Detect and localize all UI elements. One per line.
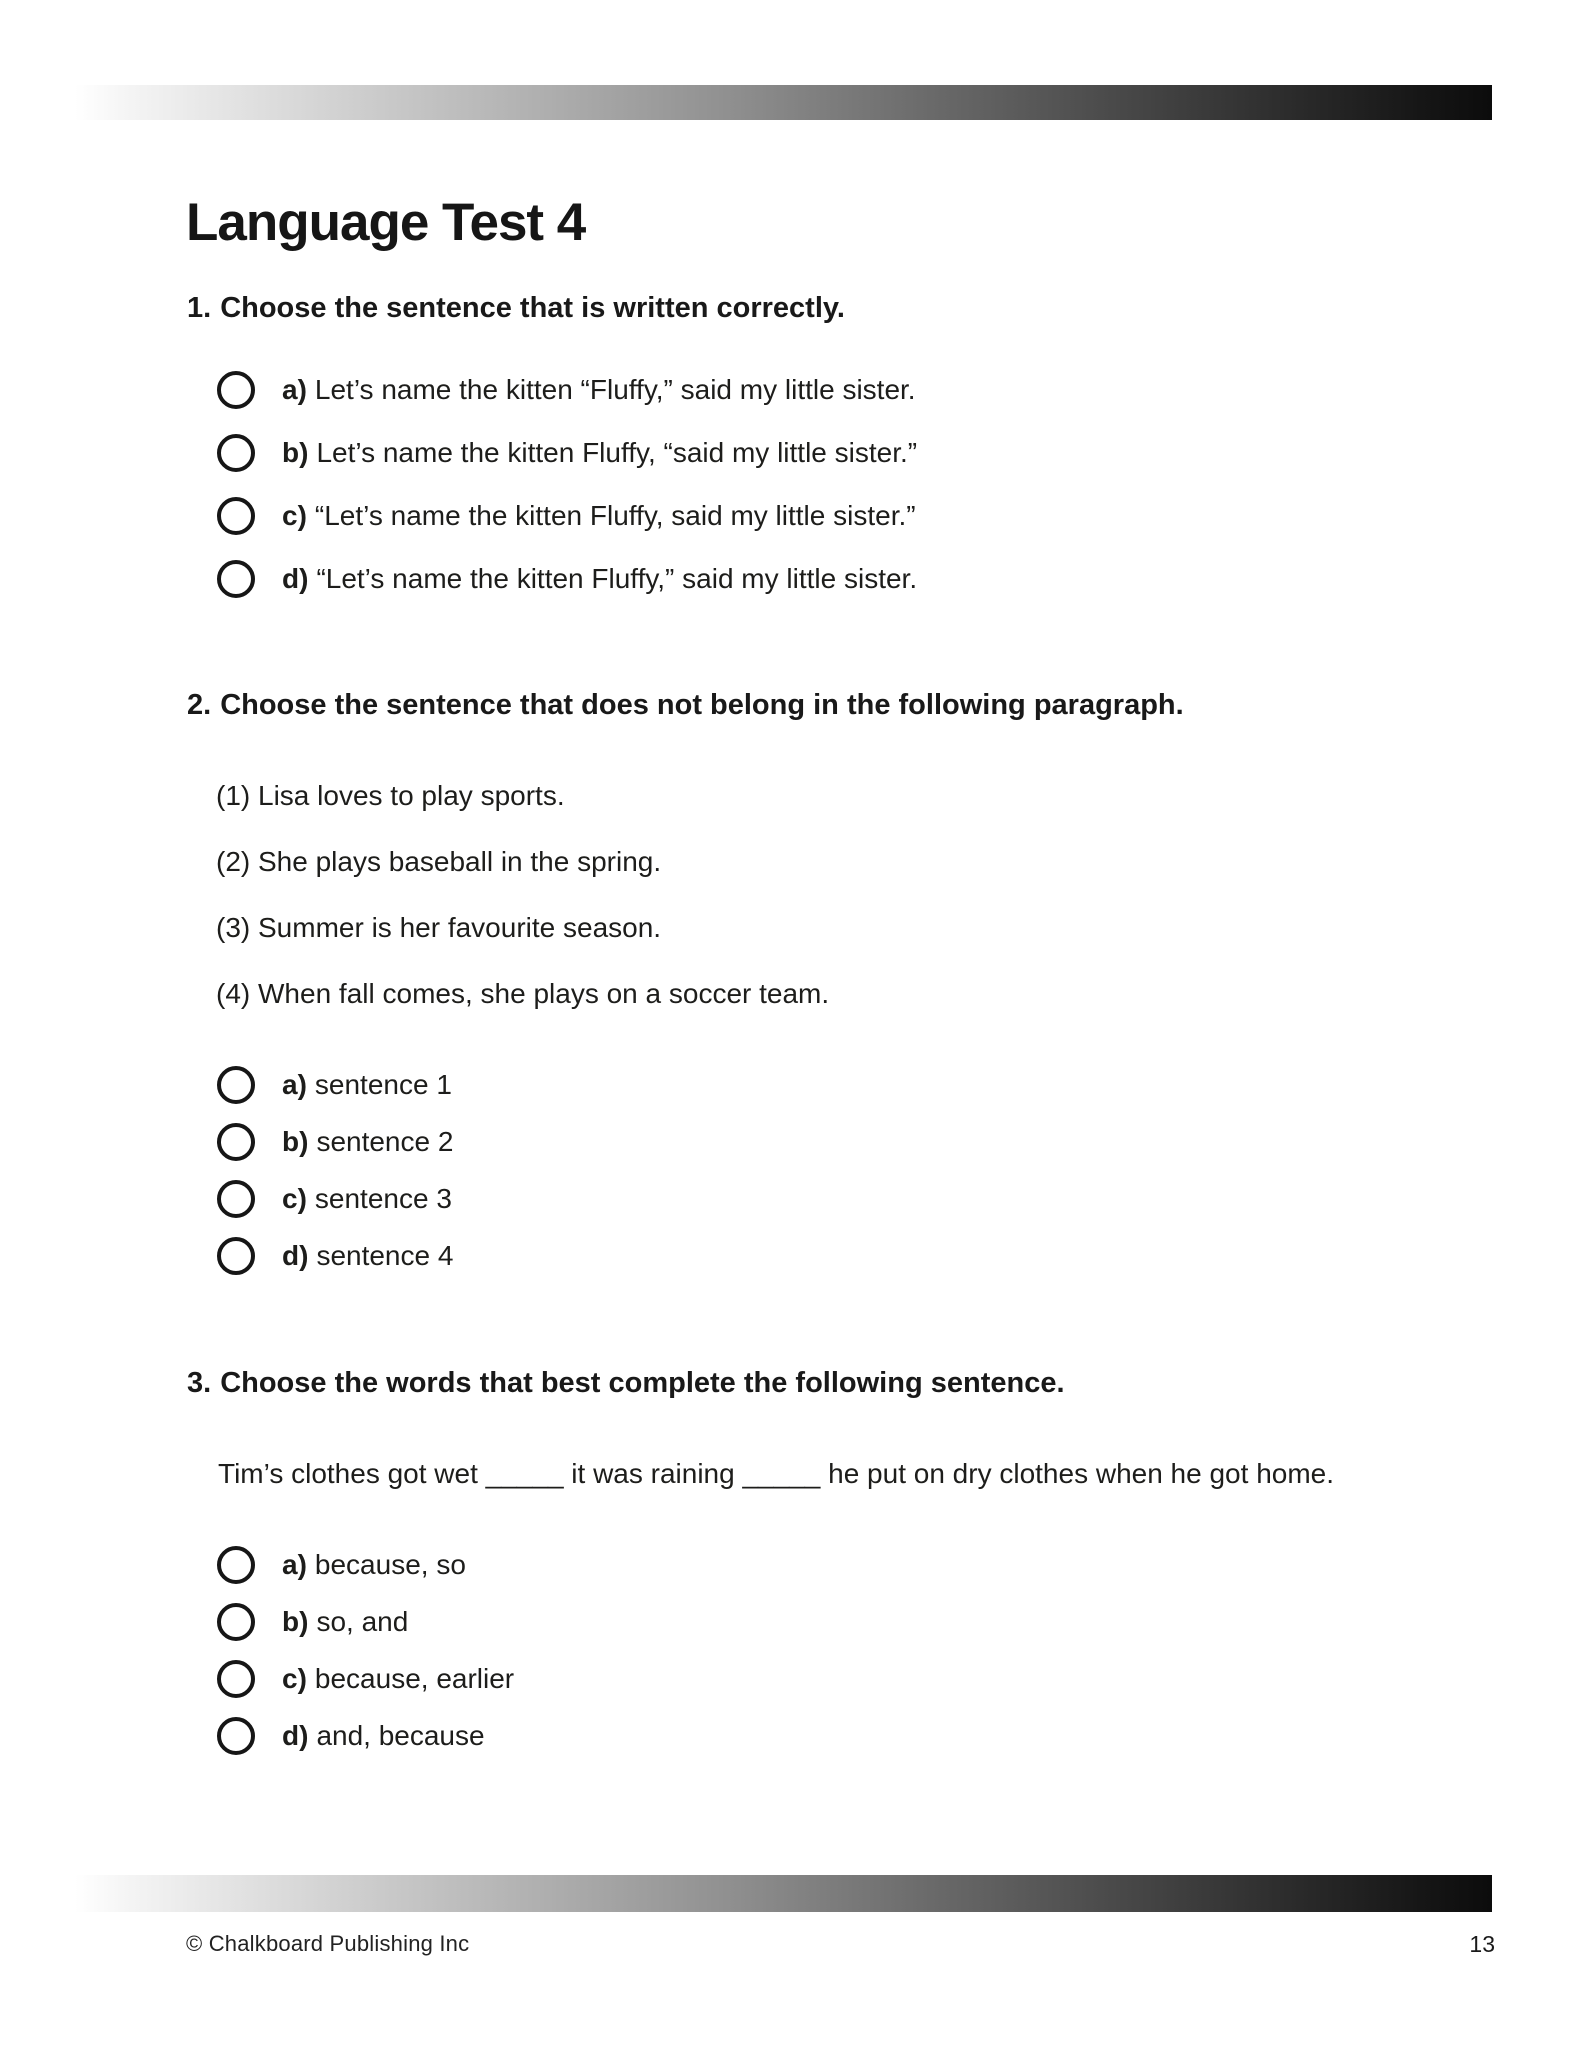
option-text: Let’s name the kitten “Fluffy,” said my little sister. <box>314 373 916 405</box>
question-1-heading <box>187 292 845 325</box>
option-text: sentence 2 <box>316 1125 454 1157</box>
question-2-options <box>217 1056 453 1284</box>
radio-button-q2-c[interactable] <box>217 1180 255 1218</box>
paragraph-sentence: (3) Summer is her favourite season. <box>216 912 662 943</box>
option-row <box>217 421 917 484</box>
option-letter: d) <box>282 562 309 594</box>
option-label <box>282 562 918 594</box>
option-label <box>282 1662 515 1694</box>
radio-button-q3-c[interactable] <box>217 1660 255 1698</box>
bottom-gradient-bar <box>75 1875 1492 1912</box>
question-1-prompt: Choose the sentence that is written correctly. <box>220 292 845 324</box>
option-text: Let’s name the kitten Fluffy, “said my little sister.” <box>316 436 918 468</box>
radio-button-q1-d[interactable] <box>217 560 255 598</box>
option-row <box>217 547 917 610</box>
option-letter: d) <box>282 1719 309 1751</box>
radio-button-q3-a[interactable] <box>217 1546 255 1584</box>
paragraph-sentence: (4) When fall comes, she plays on a soccer team. <box>216 978 830 1009</box>
question-3-heading <box>187 1367 1065 1400</box>
option-letter: a) <box>282 1548 307 1580</box>
radio-button-q1-b[interactable] <box>217 434 255 472</box>
option-text: sentence 4 <box>316 1239 454 1271</box>
option-label <box>282 499 916 531</box>
option-row <box>217 1593 514 1650</box>
option-text: “Let’s name the kitten Fluffy,” said my little sister. <box>316 562 918 594</box>
radio-button-q1-a[interactable] <box>217 371 255 409</box>
option-letter: c) <box>282 1182 307 1214</box>
option-text: because, earlier <box>314 1662 515 1694</box>
page-footer <box>186 1928 1495 1960</box>
option-row <box>217 1113 453 1170</box>
radio-button-q3-b[interactable] <box>217 1603 255 1641</box>
question-2-paragraph <box>216 763 829 1027</box>
option-text: because, so <box>314 1548 466 1580</box>
radio-button-q2-b[interactable] <box>217 1123 255 1161</box>
question-2-prompt: Choose the sentence that does not belong in the following paragraph. <box>220 689 1184 721</box>
option-text: sentence 3 <box>314 1182 452 1214</box>
option-row <box>217 1536 514 1593</box>
question-3-number: 3. <box>187 1367 212 1399</box>
option-label <box>282 373 916 405</box>
question-3-prompt: Choose the words that best complete the following sentence. <box>220 1367 1065 1399</box>
radio-button-q3-d[interactable] <box>217 1717 255 1755</box>
option-text: and, because <box>316 1719 485 1751</box>
question-1-number: 1. <box>187 292 212 324</box>
question-1-options <box>217 358 917 610</box>
option-label <box>282 1182 452 1214</box>
option-text: “Let’s name the kitten Fluffy, said my little sister.” <box>314 499 916 531</box>
option-text: sentence 1 <box>314 1068 452 1100</box>
question-3-options <box>217 1536 514 1764</box>
radio-button-q2-a[interactable] <box>217 1066 255 1104</box>
option-letter: c) <box>282 499 307 531</box>
top-gradient-bar <box>75 85 1492 120</box>
radio-button-q1-c[interactable] <box>217 497 255 535</box>
option-letter: a) <box>282 1068 307 1100</box>
option-label <box>282 1068 452 1100</box>
option-label <box>282 1719 485 1751</box>
page-title: Language Test 4 <box>186 193 586 252</box>
option-row <box>217 1650 514 1707</box>
option-row <box>217 1227 453 1284</box>
option-letter: a) <box>282 373 307 405</box>
paragraph-sentence: (2) She plays baseball in the spring. <box>216 846 662 877</box>
option-row <box>217 1170 453 1227</box>
option-letter: c) <box>282 1662 307 1694</box>
option-label <box>282 1239 454 1271</box>
option-letter: b) <box>282 1605 309 1637</box>
option-row <box>217 1707 514 1764</box>
page-number: 13 <box>1469 1930 1495 1957</box>
question-3-fill-in-sentence: Tim’s clothes got wet _____ it was raining _____ he put on dry clothes when he got home. <box>218 1458 1335 1489</box>
option-row <box>217 1056 453 1113</box>
option-letter: b) <box>282 1125 309 1157</box>
paragraph-sentence: (1) Lisa loves to play sports. <box>216 780 565 811</box>
radio-button-q2-d[interactable] <box>217 1237 255 1275</box>
option-row <box>217 358 917 421</box>
option-label <box>282 1548 466 1580</box>
question-2-heading <box>187 689 1184 722</box>
option-label <box>282 436 918 468</box>
copyright-text: © Chalkboard Publishing Inc <box>186 1931 470 1956</box>
option-letter: b) <box>282 436 309 468</box>
option-label <box>282 1125 454 1157</box>
option-letter: d) <box>282 1239 309 1271</box>
question-2-number: 2. <box>187 689 212 721</box>
option-text: so, and <box>316 1605 409 1637</box>
option-row <box>217 484 917 547</box>
option-label <box>282 1605 409 1637</box>
